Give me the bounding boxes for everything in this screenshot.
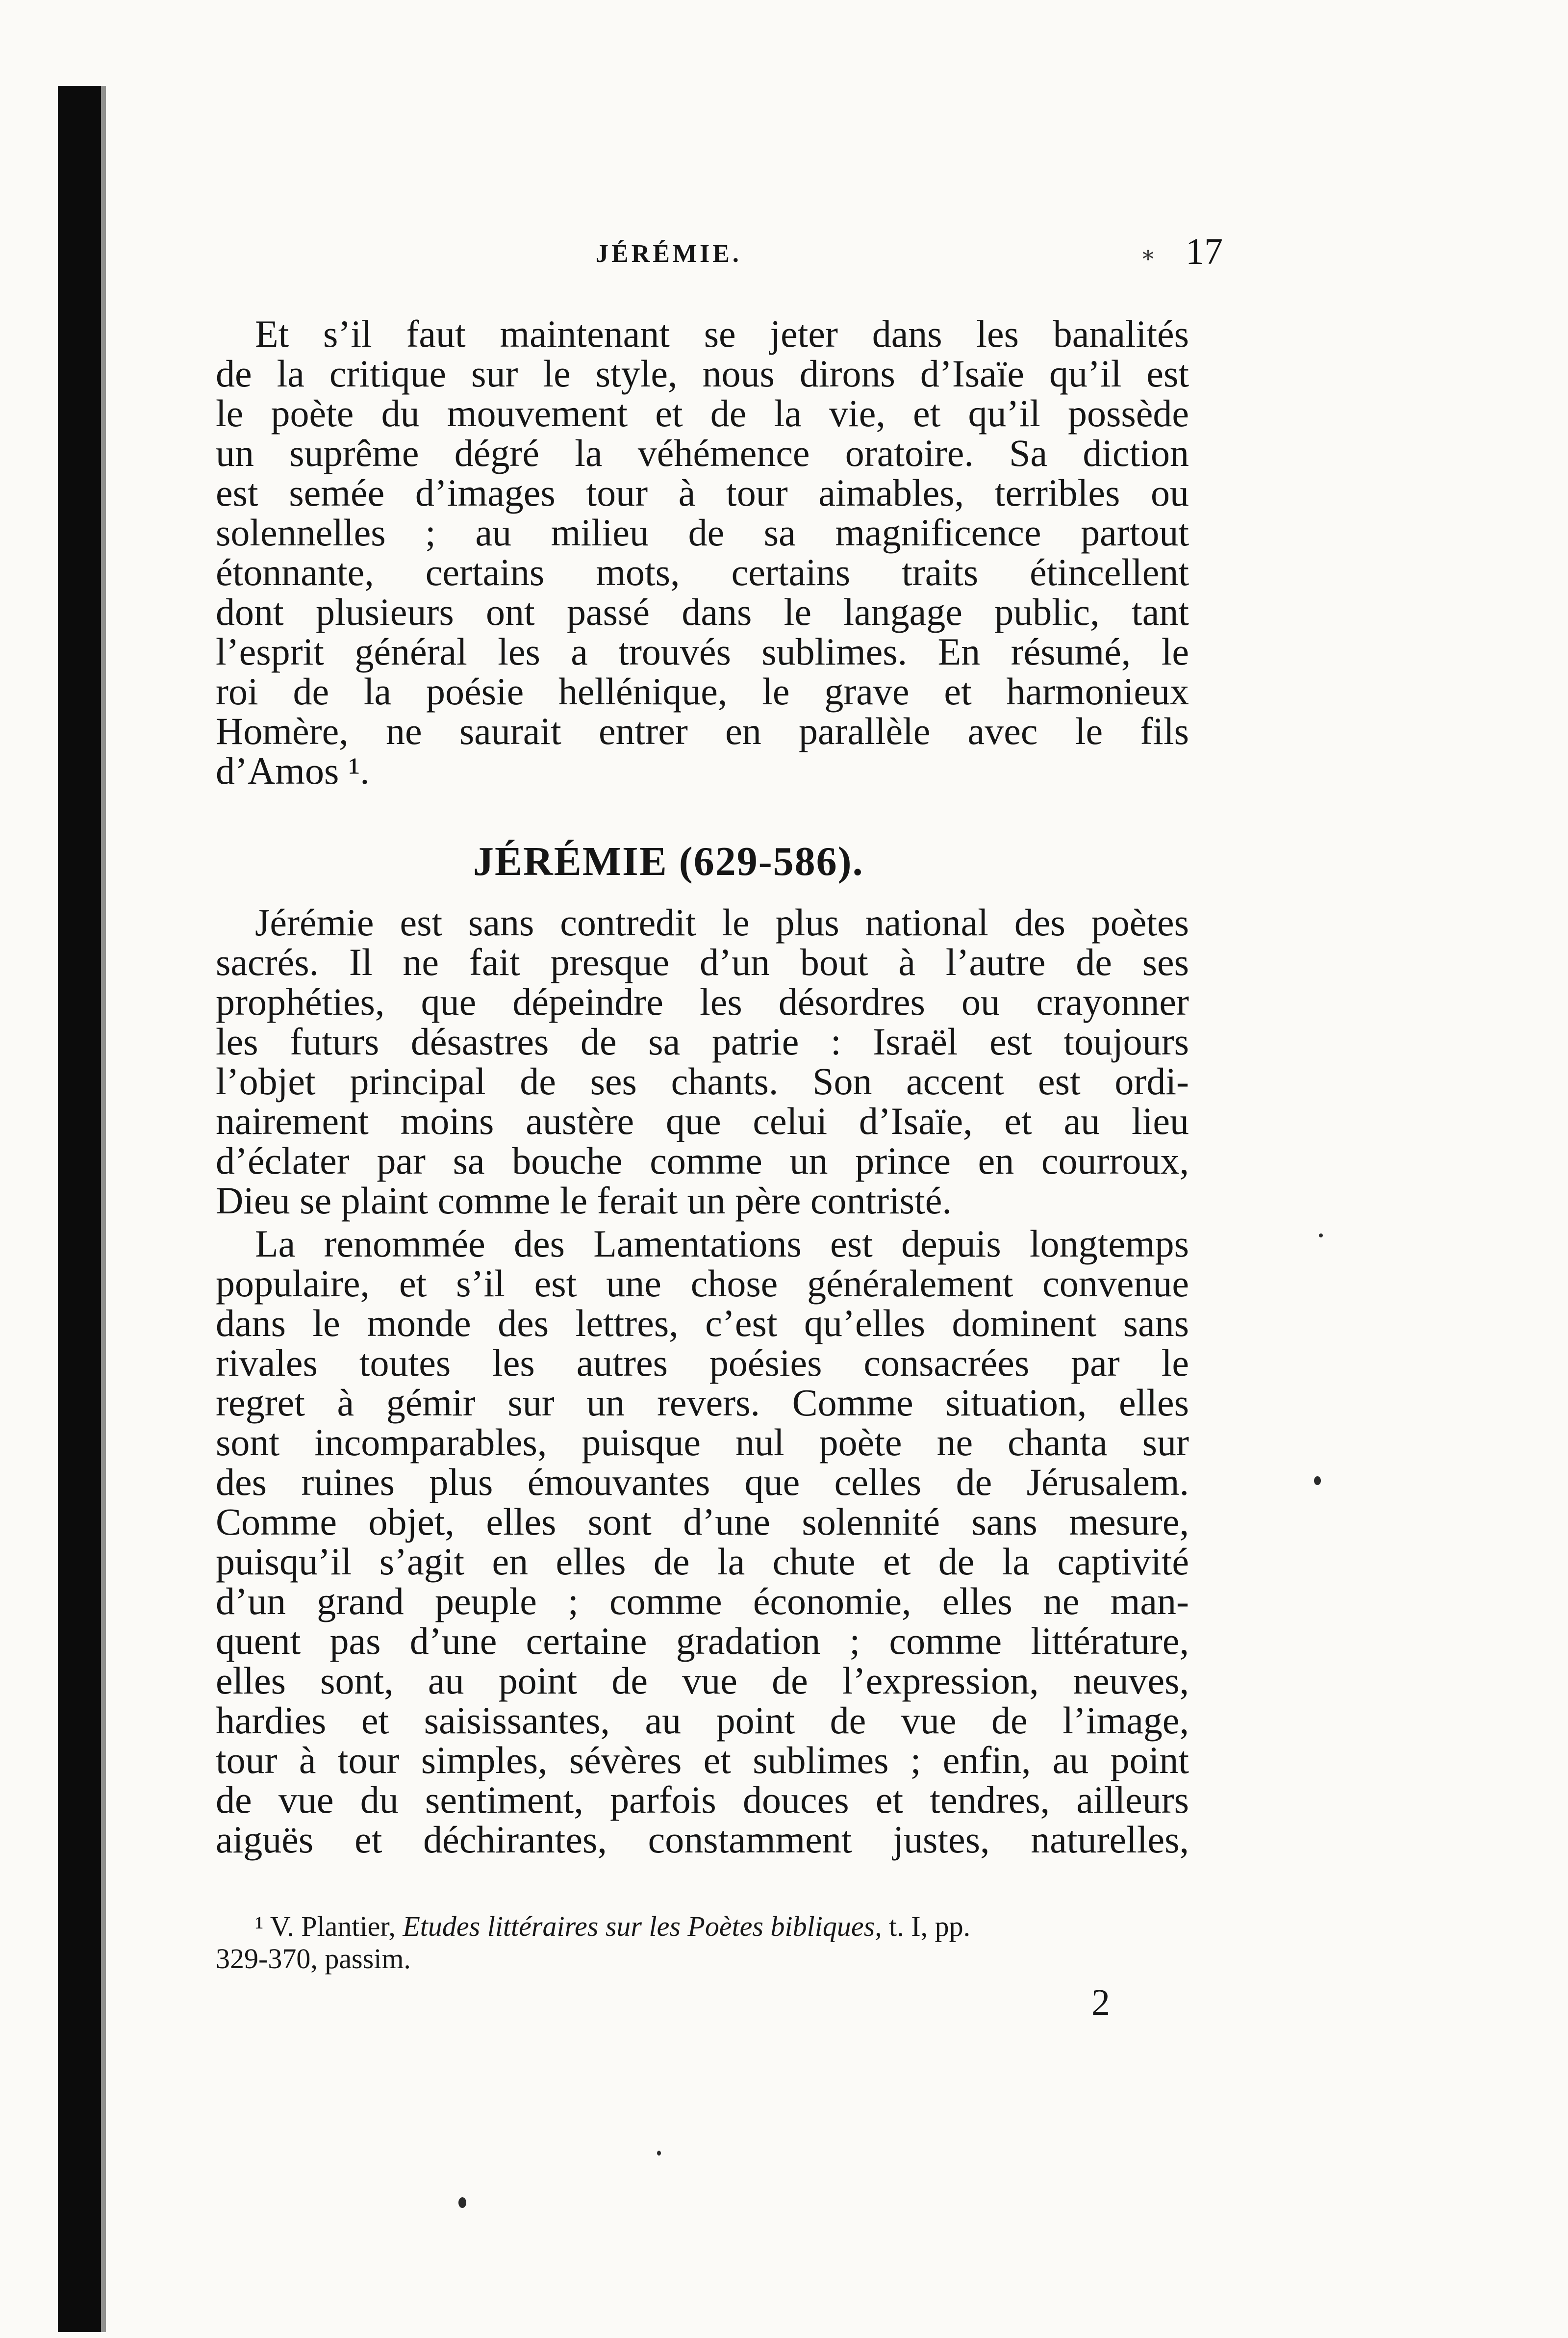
text-line: l’esprit général les a trouvés sublimes. En résumé, le bbox=[216, 630, 1189, 673]
book-spine-edge bbox=[101, 86, 106, 2332]
text-line: un suprême dégré la véhémence oratoire. Sa diction bbox=[216, 432, 1189, 474]
text-line: populaire, et s’il est une chose généralement convenue bbox=[216, 1262, 1189, 1305]
text-line: Comme objet, elles sont d’une solennité sans mesure, bbox=[216, 1500, 1189, 1543]
footnote-line bbox=[216, 1910, 1189, 1943]
text-line: rivales toutes les autres poésies consacrées par le bbox=[216, 1341, 1189, 1384]
text-line: tour à tour simples, sévères et sublimes ; enfin, au point bbox=[216, 1739, 1189, 1781]
text-line: prophéties, que dépeindre les désordres ou crayonner bbox=[216, 980, 1189, 1023]
text-line: nairement moins austère que celui d’Isaïe, et au lieu bbox=[216, 1100, 1189, 1142]
text-line: d’Amos ¹. bbox=[216, 749, 370, 792]
paragraph-isaie-style bbox=[216, 314, 1189, 791]
text-line: d’éclater par sa bouche comme un prince en courroux, bbox=[216, 1139, 1189, 1182]
text-line: de la critique sur le style, nous dirons d’Isaïe qu’il est bbox=[216, 352, 1189, 395]
text-line: puisqu’il s’agit en elles de la chute et de la captivité bbox=[216, 1540, 1189, 1583]
section-heading-jeremie: JÉRÉMIE (629-586). bbox=[473, 839, 864, 884]
text-line: regret à gémir sur un revers. Comme situation, elles bbox=[216, 1381, 1189, 1424]
text-line: roi de la poésie hellénique, le grave et harmonieux bbox=[216, 670, 1189, 713]
paragraph-jeremie-intro bbox=[216, 902, 1189, 1220]
text-line: La renommée des Lamentations est depuis longtemps bbox=[255, 1222, 1189, 1265]
text-line: solennelles ; au milieu de sa magnificence partout bbox=[216, 511, 1189, 554]
text-line: les futurs désastres de sa patrie : Israël est toujours bbox=[216, 1020, 1189, 1063]
text-line: dans le monde des lettres, c’est qu’elles dominent sans bbox=[216, 1302, 1189, 1344]
text-line: étonnante, certains mots, certains traits étincellent bbox=[216, 551, 1189, 593]
ink-speck bbox=[657, 2151, 661, 2156]
footnote-work-title: Etudes littéraires sur les Poètes bibliques, bbox=[403, 1910, 882, 1942]
page-number: 17 bbox=[1186, 231, 1223, 272]
text-line: hardies et saisissantes, au point de vue de l’image, bbox=[216, 1699, 1189, 1742]
paragraph-lamentations bbox=[216, 1224, 1189, 1859]
text-line: elles sont, au point de vue de l’expression, neuves, bbox=[216, 1659, 1189, 1702]
ink-speck bbox=[1314, 1476, 1321, 1485]
text-line: aiguës et déchirantes, constamment justes, naturelles, bbox=[216, 1818, 1189, 1861]
text-line: Homère, ne saurait entrer en parallèle avec le fils bbox=[216, 710, 1189, 752]
text-line: Jérémie est sans contredit le plus national des poètes bbox=[255, 901, 1189, 944]
text-line: le poète du mouvement et de la vie, et qu’il possède bbox=[216, 392, 1189, 435]
footnote-marker: ¹ bbox=[255, 1910, 264, 1942]
text-line: l’objet principal de ses chants. Son accent est ordi- bbox=[216, 1060, 1189, 1103]
running-title: JÉRÉMIE. bbox=[596, 240, 742, 268]
text-line: Dieu se plaint comme le ferait un père contristé. bbox=[216, 1179, 952, 1222]
text-line: est semée d’images tour à tour aimables, terribles ou bbox=[216, 471, 1189, 514]
text-line: sont incomparables, puisque nul poète ne chanta sur bbox=[216, 1421, 1189, 1464]
footnote-reference: t. I, pp. bbox=[889, 1910, 971, 1942]
printer-mark-icon: ⁎ bbox=[1142, 239, 1154, 264]
text-line: quent pas d’une certaine gradation ; comme littérature, bbox=[216, 1619, 1189, 1662]
ink-speck bbox=[1319, 1233, 1323, 1237]
text-line: d’un grand peuple ; comme économie, elles ne man- bbox=[216, 1580, 1189, 1622]
book-spine-shadow bbox=[58, 86, 101, 2332]
text-line: Et s’il faut maintenant se jeter dans les banalités bbox=[255, 312, 1189, 355]
text-line: de vue du sentiment, parfois douces et tendres, ailleurs bbox=[216, 1778, 1189, 1821]
text-line: des ruines plus émouvantes que celles de Jérusalem. bbox=[216, 1461, 1189, 1503]
footnote-line: 329-370, passim. bbox=[216, 1943, 411, 1975]
signature-mark: 2 bbox=[1091, 1982, 1110, 2023]
text-line: dont plusieurs ont passé dans le langage public, tant bbox=[216, 591, 1189, 633]
footnote-author: V. Plantier, bbox=[270, 1910, 396, 1942]
footnote bbox=[216, 1910, 1189, 1975]
text-line: sacrés. Il ne fait presque d’un bout à l’autre de ses bbox=[216, 941, 1189, 983]
ink-speck bbox=[458, 2197, 466, 2208]
